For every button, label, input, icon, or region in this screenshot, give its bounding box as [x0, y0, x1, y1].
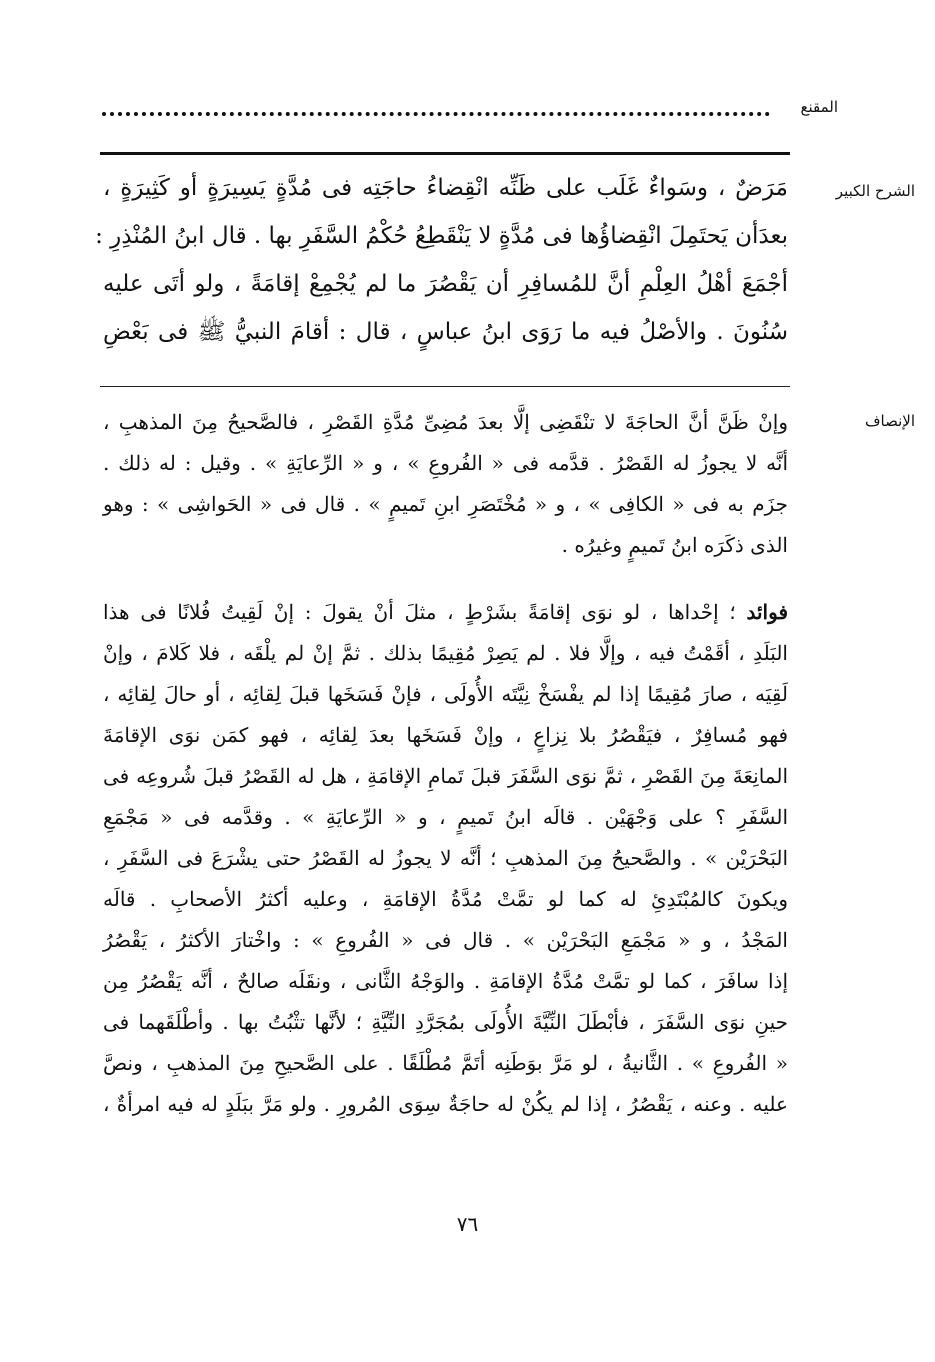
sharh-text-block [95, 164, 788, 356]
sharh-line: بعدَأن يَحتَمِلَ انْقِضاؤُها فى مُدَّةٍ لا يَنْقَطِعُ حُكْمُ السَّفَرِ بها . قال ابنُ المُنْذِرِ : [95, 223, 788, 249]
fawaid-line [103, 592, 788, 633]
insaf-section-label: الإنصاف [864, 412, 915, 430]
fawaid-line: السَّفَرِ ؟ على وَجْهَيْن . قالَه ابنُ تَميمٍ ، و « الرِّعايَةِ » . وقدَّمه فى « مَجْمَعِ [103, 805, 788, 829]
fawaid-line: لَقِيَه ، صارَ مُقِيمًا إذا لم يفْسَخْ نِيَّتَه الأُولَى ، فإنْ فَسَخَها قبلَ لِقائِه ، أو حالَ لِقائِه ، [103, 682, 788, 706]
insaf-line: الذى ذكَرَه ابنُ تَميمٍ وغيرُه . [561, 533, 788, 557]
fawaid-line: ويكونَ كالمُبْتَدِئِ له كما لو تمَّتْ مُدَّةُ الإقامَةِ ، وعليه أكثرُ الأصحابِ . قالَه [103, 887, 788, 911]
fawaid-line-text: ؛ إحْداها ، لو نوَى إقامَةً بشَرْطٍ ، مثلَ أنْ يقولَ : إنْ لَقِيتُ فُلانًا فى هذا [103, 600, 736, 624]
section-divider-rule [100, 386, 790, 387]
fawaid-line: المَجْدُ ، و « مَجْمَعِ البَحْرَيْن » . قال فى « الفُروعِ » : واخْتارَ الأكثرُ ، يَقْصُرُ [103, 928, 788, 952]
sharh-line: سُنُونَ . والأصْلُ فيه ما رَوَى ابنُ عباسٍ ، قال : أقامَ النبيُّ ﷺ فى بَعْضِ [103, 319, 788, 345]
fawaid-line: فهو مُسافِرٌ ، فيَقْصُرُ بلا نِزاعٍ ، وإنْ فَسَخَها بعدَ لِقائِه ، فهو كمَن نوَى الإقامَةَ [103, 723, 788, 747]
fawaid-line: البَلَدِ ، أقَمْتُ فيه ، وإلَّا فلا . لم يَصِرْ مُقِيمًا بذلك . ثمَّ إنْ لم يلْقَه ، فلا كَلامَ ، وإنْ [103, 641, 788, 665]
sharh-line: مَرَضٌ ، وسَواءٌ غَلَب على ظَنِّه انْقِضاءُ حاجَتِه فى مُدَّةٍ يَسِيرَةٍ أو كَثِيرَةٍ ، [103, 175, 788, 201]
insaf-text-block [103, 402, 788, 566]
running-header-title: المقنع [800, 98, 838, 116]
insaf-line: أنَّه لا يجوزُ له القَصْرُ . قدَّمه فى « الفُروعِ » ، و « الرِّعايَةِ » . وقيل : له ذلك . [103, 451, 788, 475]
page-number: ٧٦ [456, 1212, 479, 1236]
fawaid-line: المانِعَةَ مِنَ القَصْرِ ، ثمَّ نوَى السَّفَرَ قبلَ تَمامِ الإقامَةِ ، هل له القَصْرُ قبلَ شُروعِه فى [103, 764, 788, 788]
fawaid-heading: فوائد [746, 600, 788, 624]
fawaid-line: إذا سافَرَ ، كما لو تمَّتْ مُدَّةُ الإقامَةِ . والوَجْهُ الثَّانى ، ونقَلَه صالحٌ ، أنَّه يَقْصُرُ مِن [103, 969, 788, 993]
sharh-section-label: الشرح الكبير [835, 182, 915, 200]
header-dotted-leader [102, 112, 770, 116]
fawaid-line: عليه . وعنه ، يَقْصُرُ ، إذا لم يكُنْ له حاجَةٌ سِوَى المُرورِ . ولو مَرَّ ببَلَدٍ له فيه امرأةٌ ، [103, 1092, 788, 1116]
insaf-line: وإنْ ظَنَّ أنَّ الحاجَةَ لا تنْقَضِى إلَّا بعدَ مُضِىِّ مُدَّةِ القَصْرِ ، فالصَّحيحُ مِنَ المذهبِ ، [103, 410, 788, 434]
sharh-line: أجْمَعَ أهْلُ العِلْمِ أنَّ للمُسافِرِ أن يَقْصُرَ ما لم يُجْمِعْ إقامَةً ، ولو أتَى عليه [103, 271, 788, 297]
header-rule [100, 152, 790, 155]
insaf-line: جزَم به فى « الكافِى » ، و « مُخْتَصَرِ ابنِ تَميمٍ » . قال فى « الحَواشِى » : وهو [103, 492, 788, 516]
fawaid-line: حينِ نوَى السَّفَرَ ، فأبْطَلَ النِّيَّةَ الأُولَى بمُجَرَّدِ النِّيَّةِ ؛ لأنَّها تثْبُتُ بها . وأطْلَقَهما فى [103, 1010, 788, 1034]
fawaid-line: « الفُروعِ » . الثَّانيةُ ، لو مَرَّ بوَطَنِه أتَمَّ مُطْلَقًا . على الصَّحيحِ مِنَ المذهبِ ، ونصَّ [103, 1051, 788, 1075]
fawaid-text-block [103, 592, 788, 1125]
fawaid-line: البَحْرَيْن » . والصَّحيحُ مِنَ المذهبِ ؛ أنَّه لا يجوزُ له القَصْرُ حتى يشْرَعَ فى السَّفَرِ ، [103, 846, 788, 870]
